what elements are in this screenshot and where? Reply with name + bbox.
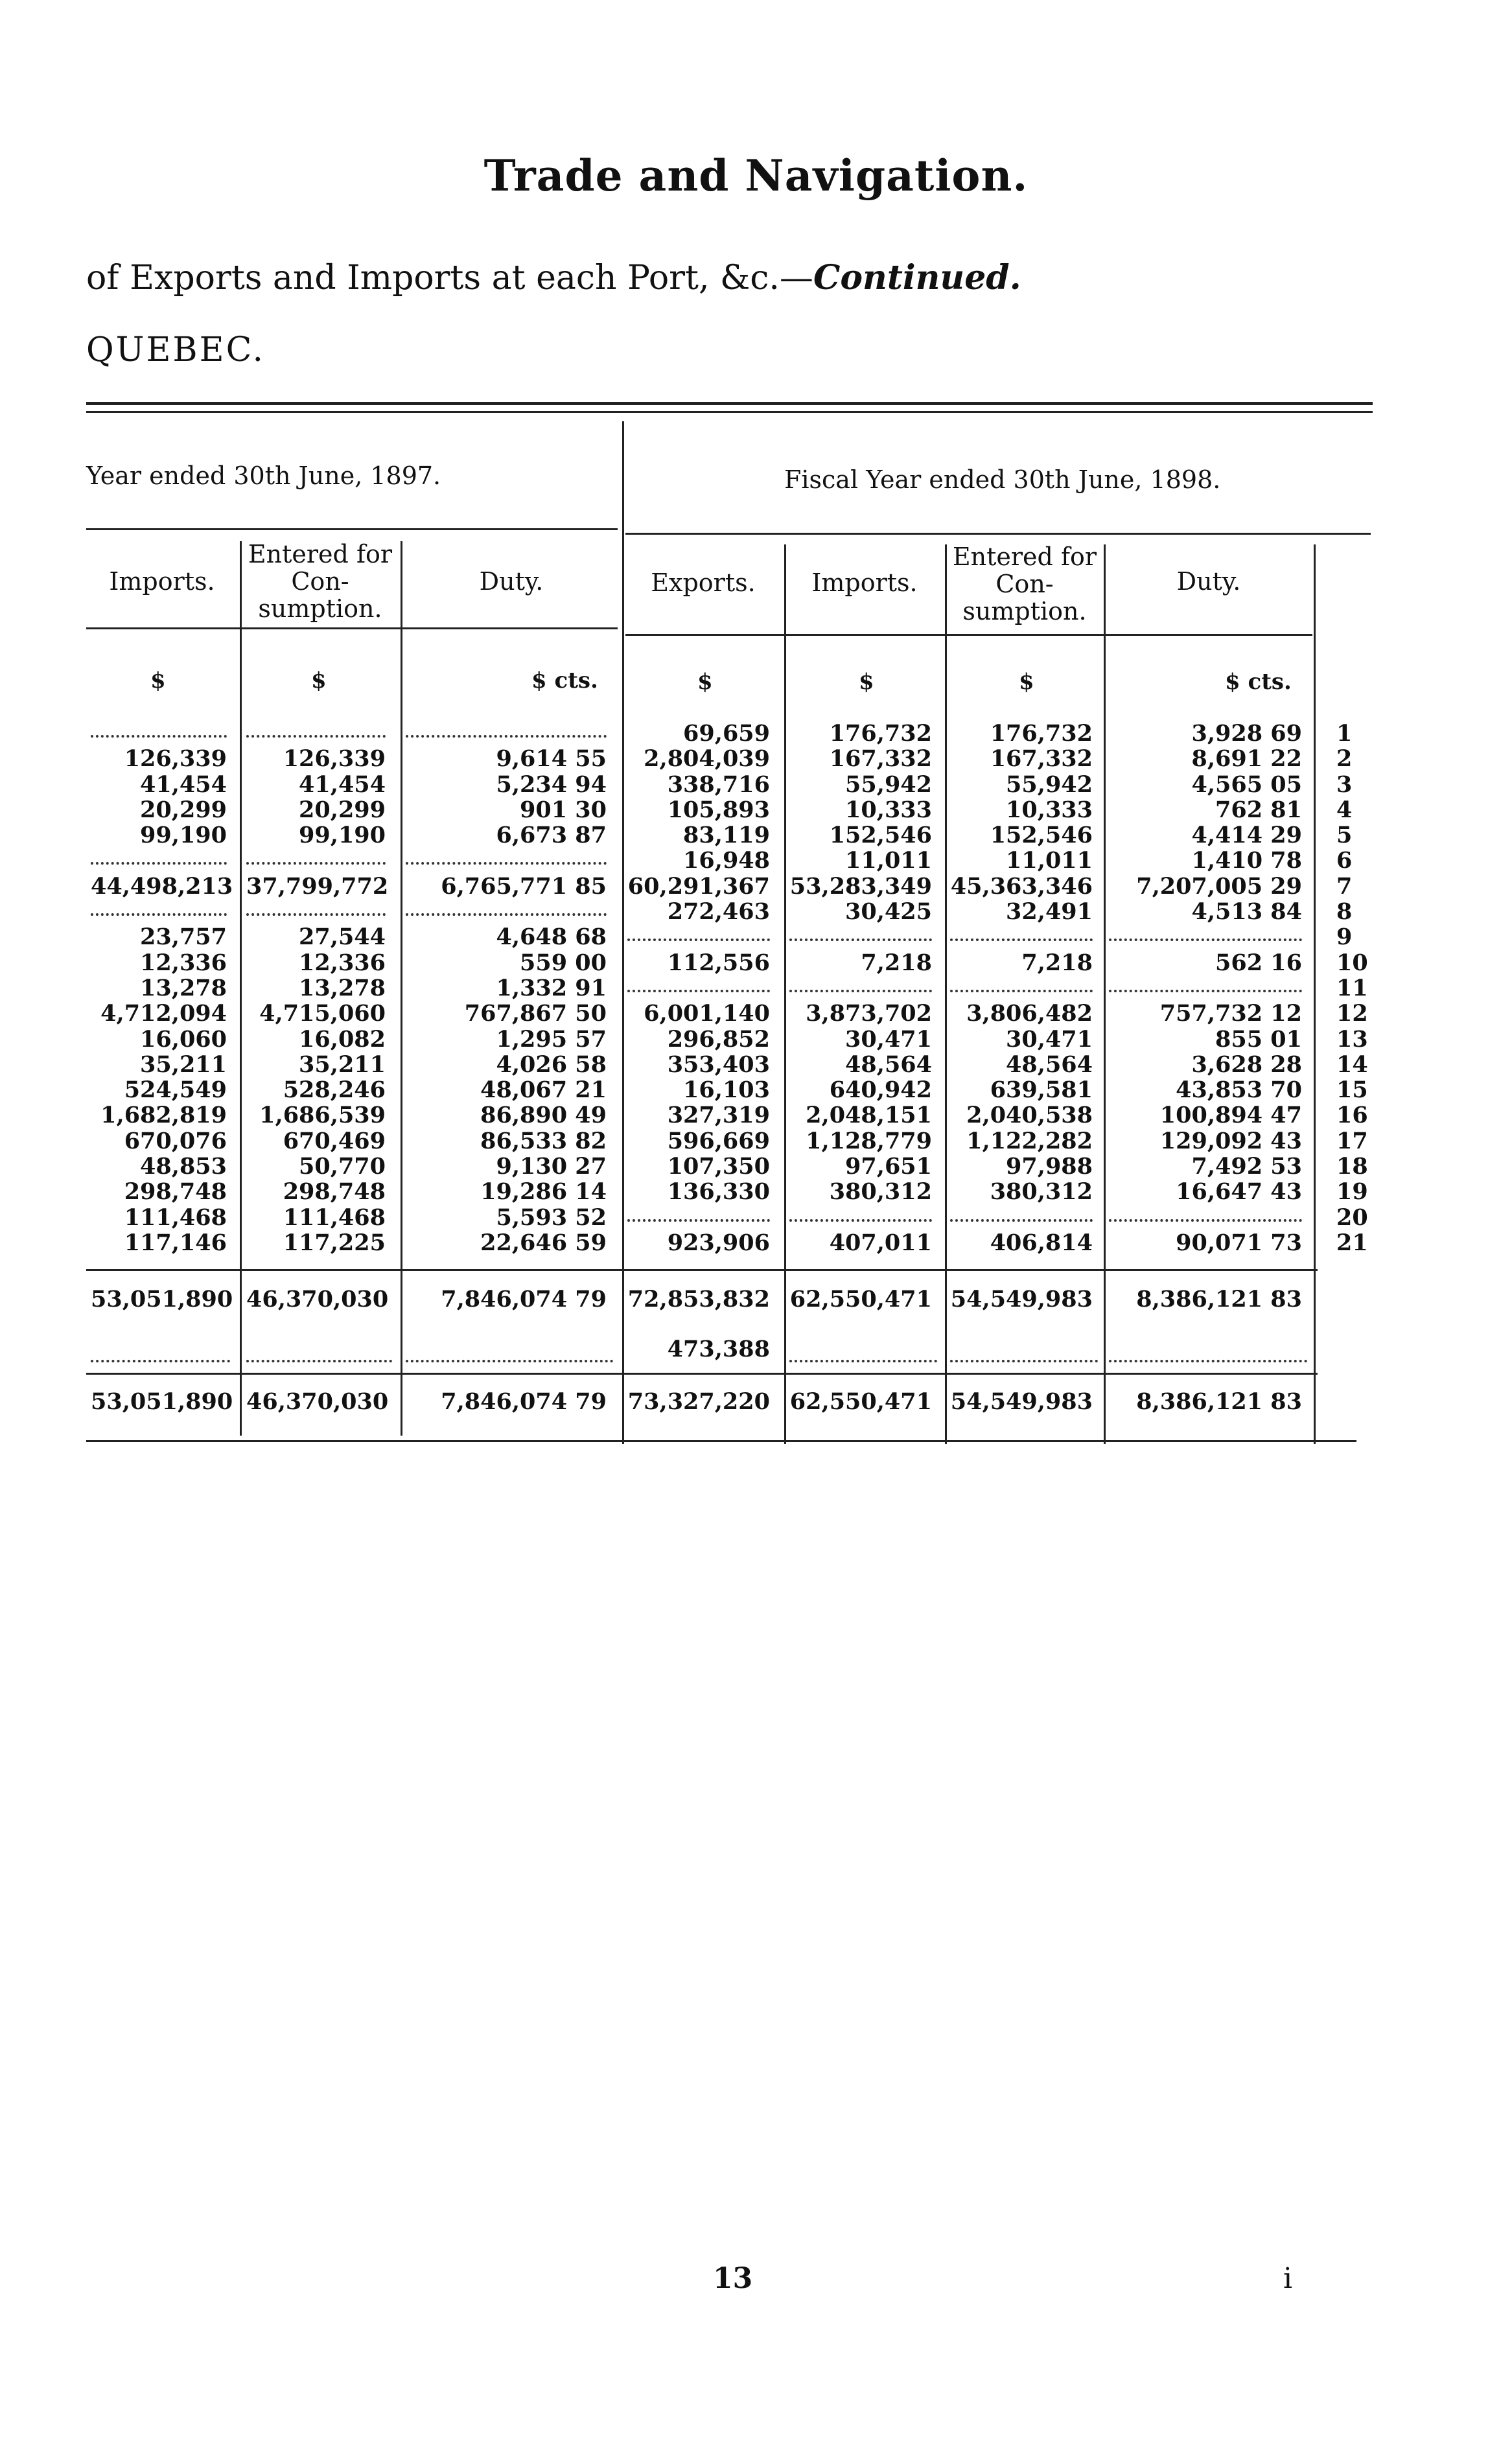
table-cell: 327,319 <box>667 1102 770 1129</box>
row-number: 13 <box>1336 1025 1368 1053</box>
rule-above-totals <box>86 1269 1318 1271</box>
total-duty-1898: 8,386,121 83 <box>1136 1286 1302 1312</box>
unit-entered-1897: $ <box>311 668 327 694</box>
column-exports-1898 <box>627 721 770 1255</box>
col-header-entered-1898: Entered for Con- sumption. <box>952 542 1097 625</box>
table-cell: 640,942 <box>829 1077 932 1104</box>
col-header-imports-1898: Imports. <box>811 568 918 597</box>
unit-imports-1898: $ <box>859 669 874 695</box>
column-entered-1898 <box>950 721 1093 1255</box>
table-cell: 2,804,039 <box>644 745 770 773</box>
grand-duty-1897: 7,846,074 79 <box>441 1388 607 1415</box>
table-cell: 6,001,140 <box>644 1000 770 1027</box>
grand-entered-1897: 46,370,030 <box>246 1388 389 1415</box>
table-cell: 670,076 <box>124 1127 227 1154</box>
dot-leader <box>406 913 607 916</box>
dot-leader <box>789 990 932 992</box>
table-cell: 11,011 <box>1006 847 1093 874</box>
rule-group-left <box>86 528 618 530</box>
table-cell: 13,278 <box>140 974 227 1001</box>
table-cell: 559 00 <box>520 949 607 976</box>
dot-leader <box>950 939 1093 941</box>
unit-imports-1897: $ <box>150 668 166 694</box>
table-cell: 762 81 <box>1215 796 1302 823</box>
row-number: 9 <box>1336 924 1353 951</box>
row-number: 7 <box>1336 872 1353 900</box>
dot-leader <box>246 913 386 916</box>
total-exports-1898: 72,853,832 <box>627 1286 770 1312</box>
dot-leader <box>91 862 227 865</box>
table-cell: 528,246 <box>283 1077 386 1104</box>
row-number: 20 <box>1336 1204 1368 1231</box>
table-cell: 176,732 <box>829 720 932 747</box>
table-cell: 48,067 21 <box>480 1077 607 1104</box>
table-cell: 407,011 <box>829 1229 932 1256</box>
unit-duty-1897: $ cts. <box>531 668 598 694</box>
table-cell: 4,414 29 <box>1191 822 1302 849</box>
row-number: 5 <box>1336 822 1353 849</box>
dot-leader <box>246 862 386 865</box>
table-cell: 35,211 <box>140 1051 227 1078</box>
grand-exports-1898: 73,327,220 <box>627 1388 770 1415</box>
table-cell: 7,218 <box>861 949 932 976</box>
table-cell: 3,928 69 <box>1191 720 1302 747</box>
dots-extra-1 <box>91 1360 230 1362</box>
table-cell: 100,894 47 <box>1159 1102 1302 1129</box>
table-cell: 152,546 <box>829 822 932 849</box>
table-cell: 380,312 <box>990 1178 1093 1206</box>
table-cell: 1,295 57 <box>496 1025 607 1053</box>
grand-imports-1897: 53,051,890 <box>91 1388 233 1415</box>
table-cell: 1,686,539 <box>259 1102 386 1129</box>
table-cell: 562 16 <box>1215 949 1302 976</box>
top-double-rule-2 <box>86 411 1373 413</box>
table-cell: 117,146 <box>124 1229 227 1256</box>
table-cell: 524,549 <box>124 1077 227 1104</box>
table-cell: 10,333 <box>1006 796 1093 823</box>
dot-leader <box>91 735 227 738</box>
dot-leader <box>1109 990 1302 992</box>
table-cell: 406,814 <box>990 1229 1093 1256</box>
table-cell: 1,410 78 <box>1191 847 1302 874</box>
table-cell <box>1109 1205 1302 1230</box>
table-cell <box>91 848 227 873</box>
row-number: 19 <box>1336 1178 1368 1206</box>
table-cell <box>789 975 932 1001</box>
table-cell: 4,715,060 <box>259 1000 386 1027</box>
table-cell: 41,454 <box>140 771 227 798</box>
page-subtitle <box>86 258 1021 297</box>
table-cell: 45,363,346 <box>950 872 1093 900</box>
table-cell: 1,332 91 <box>496 974 607 1001</box>
table-cell: 111,468 <box>283 1204 386 1231</box>
col-header-entered-1897: Entered for Con- sumption. <box>248 540 393 623</box>
row-number: 1 <box>1336 720 1353 747</box>
table-cell: 3,873,702 <box>806 1000 932 1027</box>
dots-extra-2 <box>246 1360 392 1362</box>
total-duty-1897: 7,846,074 79 <box>441 1286 607 1312</box>
footer-mark: i <box>1283 2262 1293 2295</box>
table-cell: 1,128,779 <box>806 1127 932 1154</box>
table-cell: 16,103 <box>683 1077 770 1104</box>
column-imports-1897 <box>91 721 233 1256</box>
unit-entered-1898: $ <box>1019 669 1034 695</box>
table-cell: 69,659 <box>683 720 770 747</box>
table-cell: 4,026 58 <box>496 1051 607 1078</box>
dot-leader <box>950 1219 1093 1222</box>
subtitle-continued: Continued. <box>813 258 1021 297</box>
row-number: 3 <box>1336 771 1353 798</box>
table-cell: 20,299 <box>140 796 227 823</box>
table-cell <box>1109 975 1302 1001</box>
row-number: 14 <box>1336 1051 1368 1078</box>
table-cell: 99,190 <box>299 822 386 849</box>
column-entered-1897 <box>246 721 389 1256</box>
table-cell: 167,332 <box>829 745 932 773</box>
table-cell: 20,299 <box>299 796 386 823</box>
rule-above-grand-total <box>86 1373 1318 1375</box>
row-number: 10 <box>1336 949 1368 976</box>
total-entered-1898: 54,549,983 <box>950 1286 1093 1312</box>
table-cell: 112,556 <box>667 949 770 976</box>
table-cell: 298,748 <box>124 1178 227 1206</box>
table-cell: 86,533 82 <box>480 1127 607 1154</box>
vrule-2 <box>401 541 402 1436</box>
rule-group-right <box>625 533 1371 535</box>
dot-leader <box>627 939 770 941</box>
table-cell: 136,330 <box>667 1178 770 1206</box>
column-row-numbers <box>1336 721 1368 1255</box>
table-cell: 60,291,367 <box>627 872 770 900</box>
column-imports-1898 <box>789 721 932 1255</box>
table-cell: 298,748 <box>283 1178 386 1206</box>
dot-leader <box>406 735 607 738</box>
table-cell: 380,312 <box>829 1178 932 1206</box>
table-cell: 44,498,213 <box>91 872 233 900</box>
table-cell: 32,491 <box>1006 898 1093 926</box>
table-cell: 107,350 <box>667 1153 770 1180</box>
table-cell <box>950 924 1093 950</box>
row-number: 6 <box>1336 847 1353 874</box>
table-cell: 30,425 <box>845 898 932 926</box>
table-cell: 8,691 22 <box>1191 745 1302 773</box>
row-number: 17 <box>1336 1127 1368 1154</box>
table-cell: 3,806,482 <box>966 1000 1093 1027</box>
vrule-5 <box>945 544 947 1444</box>
table-cell: 9,614 55 <box>496 745 607 773</box>
table-cell: 353,403 <box>667 1051 770 1078</box>
vrule-7 <box>1314 544 1316 1444</box>
table-cell <box>91 899 227 924</box>
table-cell: 7,492 53 <box>1191 1153 1302 1180</box>
table-cell <box>950 1205 1093 1230</box>
row-number: 11 <box>1336 974 1368 1001</box>
table-cell: 48,853 <box>140 1153 227 1180</box>
dot-leader <box>246 735 386 738</box>
table-cell: 16,647 43 <box>1176 1178 1302 1206</box>
dot-leader <box>406 862 607 865</box>
table-cell: 86,890 49 <box>480 1102 607 1129</box>
table-cell: 7,218 <box>1021 949 1093 976</box>
table-cell: 55,942 <box>845 771 932 798</box>
table-cell: 12,336 <box>299 949 386 976</box>
group-heading-1897: Year ended 30th June, 1897. <box>86 461 441 490</box>
row-number: 2 <box>1336 745 1353 773</box>
table-cell: 129,092 43 <box>1159 1127 1302 1154</box>
table-cell: 152,546 <box>990 822 1093 849</box>
table-cell: 272,463 <box>667 898 770 926</box>
top-double-rule-1 <box>86 402 1373 405</box>
table-cell: 5,234 94 <box>496 771 607 798</box>
table-cell <box>406 899 607 924</box>
table-cell: 4,648 68 <box>496 924 607 951</box>
table-cell <box>246 899 386 924</box>
table-cell: 53,283,349 <box>789 872 932 900</box>
table-cell: 901 30 <box>520 796 607 823</box>
table-cell: 7,207,005 29 <box>1136 872 1302 900</box>
table-cell: 41,454 <box>299 771 386 798</box>
table-cell: 4,712,094 <box>100 1000 227 1027</box>
table-cell: 670,469 <box>283 1127 386 1154</box>
table-cell: 126,339 <box>124 745 227 773</box>
table-cell: 19,286 14 <box>480 1178 607 1206</box>
row-number: 18 <box>1336 1153 1368 1180</box>
unit-exports-1898: $ <box>697 669 713 695</box>
table-cell: 2,040,538 <box>966 1102 1093 1129</box>
unit-duty-1898: $ cts. <box>1225 669 1292 695</box>
table-cell <box>950 975 1093 1001</box>
table-cell <box>1109 924 1302 950</box>
table-cell: 855 01 <box>1215 1025 1302 1053</box>
extra-exports: 473,388 <box>667 1336 770 1362</box>
table-cell: 639,581 <box>990 1077 1093 1104</box>
table-cell <box>789 1205 932 1230</box>
table-cell: 296,852 <box>667 1025 770 1053</box>
dot-leader <box>789 1219 932 1222</box>
table-cell: 6,673 87 <box>496 822 607 849</box>
total-entered-1897: 46,370,030 <box>246 1286 389 1312</box>
dots-extra-4 <box>789 1360 937 1362</box>
total-imports-1898: 62,550,471 <box>789 1286 932 1312</box>
col-header-duty-1898: Duty. <box>1176 567 1241 596</box>
total-imports-1897: 53,051,890 <box>91 1286 233 1312</box>
col-header-imports-1897: Imports. <box>109 567 215 596</box>
table-cell <box>627 975 770 1001</box>
grand-entered-1898: 54,549,983 <box>950 1388 1093 1415</box>
rule-table-bottom <box>86 1440 1356 1442</box>
table-cell <box>406 848 607 873</box>
table-cell: 30,471 <box>1006 1025 1093 1053</box>
table-cell <box>91 721 227 746</box>
column-duty-1898 <box>1109 721 1302 1255</box>
row-number: 21 <box>1336 1229 1368 1256</box>
table-cell: 167,332 <box>990 745 1093 773</box>
table-cell: 30,471 <box>845 1025 932 1053</box>
table-cell: 757,732 12 <box>1159 1000 1302 1027</box>
table-cell: 10,333 <box>845 796 932 823</box>
table-cell <box>627 924 770 950</box>
group-heading-1898: Fiscal Year ended 30th June, 1898. <box>784 465 1221 494</box>
page-title: Trade and Navigation. <box>483 150 1029 201</box>
table-cell: 16,060 <box>140 1025 227 1053</box>
table-cell: 16,082 <box>299 1025 386 1053</box>
table-cell: 48,564 <box>845 1051 932 1078</box>
dots-extra-6 <box>1109 1360 1307 1362</box>
table-cell: 37,799,772 <box>246 872 389 900</box>
table-cell: 4,565 05 <box>1191 771 1302 798</box>
dots-extra-3 <box>406 1360 613 1362</box>
table-cell: 176,732 <box>990 720 1093 747</box>
page-number: 13 <box>713 2262 753 2295</box>
dot-leader <box>950 990 1093 992</box>
table-cell: 1,682,819 <box>100 1102 227 1129</box>
table-cell <box>246 848 386 873</box>
table-cell: 23,757 <box>140 924 227 951</box>
table-cell: 9,130 27 <box>496 1153 607 1180</box>
table-cell: 90,071 73 <box>1176 1229 1302 1256</box>
vrule-6 <box>1104 544 1106 1444</box>
dot-leader <box>1109 939 1302 941</box>
table-cell: 22,646 59 <box>480 1229 607 1256</box>
row-number: 15 <box>1336 1077 1368 1104</box>
table-cell: 50,770 <box>299 1153 386 1180</box>
col-header-duty-1897: Duty. <box>479 567 544 596</box>
row-number: 4 <box>1336 796 1353 823</box>
table-cell <box>246 721 386 746</box>
table-cell: 43,853 70 <box>1176 1077 1302 1104</box>
rule-col-header-bottom-right <box>625 634 1312 636</box>
vrule-4 <box>784 544 786 1444</box>
grand-duty-1898: 8,386,121 83 <box>1136 1388 1302 1415</box>
dot-leader <box>627 1219 770 1222</box>
table-cell: 117,225 <box>283 1229 386 1256</box>
table-cell: 105,893 <box>667 796 770 823</box>
rule-col-header-bottom-left <box>86 627 618 629</box>
table-cell: 27,544 <box>299 924 386 951</box>
table-cell: 16,948 <box>683 847 770 874</box>
table-cell: 48,564 <box>1006 1051 1093 1078</box>
table-cell: 126,339 <box>283 745 386 773</box>
table-cell: 338,716 <box>667 771 770 798</box>
table-cell: 6,765,771 85 <box>441 872 607 900</box>
grand-imports-1898: 62,550,471 <box>789 1388 932 1415</box>
dot-leader <box>627 990 770 992</box>
port-name: QUEBEC. <box>86 331 266 369</box>
table-cell <box>406 721 607 746</box>
table-cell: 767,867 50 <box>464 1000 607 1027</box>
row-number: 16 <box>1336 1102 1368 1129</box>
table-cell: 111,468 <box>124 1204 227 1231</box>
table-cell: 596,669 <box>667 1127 770 1154</box>
table-cell: 923,906 <box>667 1229 770 1256</box>
table-cell: 1,122,282 <box>966 1127 1093 1154</box>
col-header-exports-1898: Exports. <box>651 568 756 597</box>
table-cell: 13,278 <box>299 974 386 1001</box>
table-cell: 99,190 <box>140 822 227 849</box>
dot-leader <box>91 913 227 916</box>
vrule-1 <box>240 541 242 1436</box>
table-cell: 3,628 28 <box>1191 1051 1302 1078</box>
column-duty-1897 <box>406 721 607 1255</box>
table-cell: 4,513 84 <box>1191 898 1302 926</box>
table-cell: 5,593 52 <box>496 1204 607 1231</box>
table-cell <box>627 1205 770 1230</box>
dot-leader <box>789 939 932 941</box>
table-cell: 55,942 <box>1006 771 1093 798</box>
table-cell: 83,119 <box>683 822 770 849</box>
row-number: 12 <box>1336 1000 1368 1027</box>
dots-extra-5 <box>950 1360 1098 1362</box>
table-cell: 12,336 <box>140 949 227 976</box>
table-cell: 35,211 <box>299 1051 386 1078</box>
dot-leader <box>1109 1219 1302 1222</box>
table-cell: 11,011 <box>845 847 932 874</box>
vrule-3 <box>622 421 624 1444</box>
table-cell: 97,988 <box>1006 1153 1093 1180</box>
table-cell: 2,048,151 <box>806 1102 932 1129</box>
table-cell <box>789 924 932 950</box>
row-number: 8 <box>1336 898 1353 926</box>
table-cell: 97,651 <box>845 1153 932 1180</box>
subtitle-text: of Exports and Imports at each Port, &c.— <box>86 259 813 297</box>
